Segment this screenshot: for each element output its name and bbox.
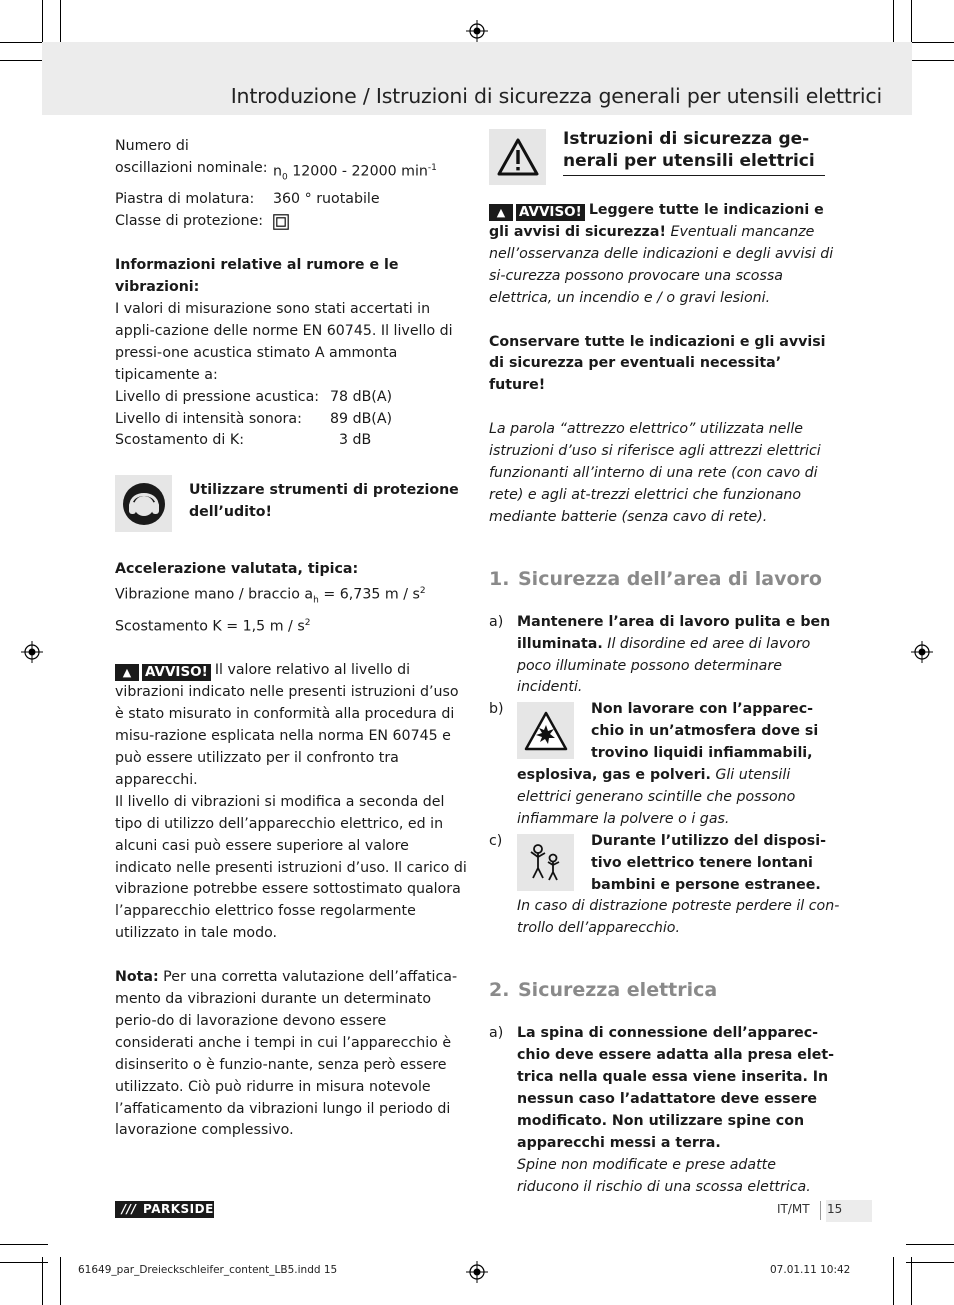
language-code: IT/MT: [777, 1202, 810, 1216]
hearing-notice: [115, 480, 467, 532]
note-paragraph: Nota: Per una corretta valutazione dell’affatica-mento da vibrazioni durante un determinato perio-do di lavorazione devono essere considerati anche i tempi in cui l’apparecchio è disinserito o è funzio-nante, senza però essere utilizzato. Ciò può ridurre in misura notevole l’affaticamento da vibrazioni lungo il periodo di lavorazione complessivo.: [115, 969, 458, 1139]
registration-mark-icon: [911, 641, 933, 663]
explosion-hazard-icon: [517, 702, 574, 759]
warning-triangle-icon: ▲: [489, 204, 513, 221]
measure-value: 3 dB: [339, 432, 372, 449]
list-item: a) La spina di connessione dell’apparec-chio deve essere adatta alla presa elet-trica nella quale essa viene inserita. In nessun caso l’adattatore deve essere modificato. Non utilizzare spine con apparecchi messi a terra. Spine non modificate e prese adatte riducono il rischio di una scossa elettrica.: [489, 1025, 835, 1195]
crop-mark: [0, 1262, 48, 1263]
section-heading: 1. Sicurezza dell’area di lavoro: [489, 567, 822, 590]
vibration-line-2: Scostamento K = 1,5 m / $s^2$: [115, 617, 311, 635]
spec-label: Numero di: [115, 138, 189, 154]
crop-mark: [893, 0, 894, 48]
left-warning: ▲ AVVISO! Il valore relativo al livello di vibrazioni indicato nelle presenti istruzioni d’uso è stato misurato in conformità alla procedura di misu-razione esplicata nella norma EN 60745 e può essere utilizzato per il confronto tra apparecchi.: [115, 662, 459, 788]
brand-logo: /// PARKSIDE: [115, 1201, 214, 1218]
list-item: a) Mantenere l’area di lavoro pulita e ben illuminata. Il disordine ed aree di lavoro poco illuminate possono determinare incidenti.: [489, 613, 831, 696]
left-column: [115, 136, 467, 1142]
crop-mark: [893, 1257, 894, 1305]
page-title: Introduzione / Istruzioni di sicurezza generali per utensili elettrici: [230, 84, 882, 108]
main-heading: Istruzioni di sicurezza ge- nerali per utensili elettrici: [563, 128, 825, 176]
crop-mark: [911, 1257, 912, 1305]
warning-badge: ▲ AVVISO!: [115, 664, 215, 681]
spec-label: Classe di protezione:: [115, 213, 264, 230]
page-number: 15: [827, 1202, 843, 1216]
crop-mark: [60, 1257, 61, 1305]
protection-class-ii-icon: [273, 214, 289, 230]
crop-mark: [60, 0, 61, 48]
crop-mark: [906, 60, 954, 61]
measure-label: Livello di pressione acustica:: [115, 388, 320, 405]
spec-value: $n_0$ 12000 - 22000 $\min^{-1}$: [273, 162, 437, 183]
registration-mark-icon: [466, 1261, 488, 1283]
keep-instructions: Conservare tutte le indicazioni e gli avvisi di sicurezza per eventuali necessita’ future!: [489, 333, 826, 394]
print-slug-date: 07.01.11 10:42: [770, 1264, 851, 1276]
footer-divider: [820, 1201, 821, 1220]
crop-mark: [0, 60, 48, 61]
crop-mark: [0, 42, 48, 43]
specs-block: [115, 136, 467, 233]
definition-paragraph: La parola “attrezzo elettrico” utilizzata nelle istruzioni d’uso si riferisce agli attrezzi elettrici funzionanti all’interno di una rete (con cavo di rete) e agli at-trezzi elettrici che funzionano mediante batterie (senza cavo di rete).: [489, 421, 821, 525]
section-heading: 2. Sicurezza elettrica: [489, 979, 718, 1002]
spec-value: 360 ° ruotabile: [273, 191, 380, 208]
ear-protection-icon: [115, 475, 172, 532]
warning-sign-icon: [489, 129, 546, 185]
registration-mark-icon: [466, 20, 488, 42]
hearing-notice-text: Utilizzare strumenti di protezione dell’udito!: [189, 482, 459, 521]
measure-label: Scostamento di K:: [115, 432, 244, 449]
crop-mark: [0, 1244, 48, 1245]
crop-mark: [42, 0, 43, 48]
measure-value: 89 dB(A): [330, 410, 393, 427]
registration-mark-icon: [21, 641, 43, 663]
right-column: [489, 200, 841, 1198]
warning-triangle-icon: ▲: [115, 664, 139, 681]
measure-label: Livello di intensità sonora:: [115, 410, 302, 427]
list-item: c) Durante l’utilizzo del disposi- tivo elettrico tenere lontani bambini e persone estranee. In caso di distrazione potreste perdere il con-trollo dell’apparecchio.: [489, 832, 840, 937]
print-slug-file: 61649_par_Dreieckschleifer_content_LB5.indd 15: [78, 1264, 338, 1276]
crop-mark: [906, 1262, 954, 1263]
crop-mark: [906, 1244, 954, 1245]
vibration-line-1: Vibrazione mano / braccio $a_h = 6,735$ m / $s^2$: [115, 586, 426, 606]
spec-label: oscillazioni nominale:: [115, 159, 268, 176]
measure-value: 78 dB(A): [330, 388, 393, 405]
warning-badge: ▲ AVVISO!: [489, 204, 589, 221]
crop-mark: [42, 1257, 43, 1305]
crop-mark: [906, 42, 954, 43]
vibration-heading: Accelerazione valutata, tipica:: [115, 561, 359, 578]
spec-label: Piastra di molatura:: [115, 191, 255, 208]
left-paragraph: Il livello di vibrazioni si modifica a seconda del tipo di utilizzo dell’apparecchio elettrico, ed in alcuni casi può essere superiore al valore indicato nelle presenti istruzioni d’uso. Il carico di vibrazione potrebbe essere sottostimato qualora l’apparecchio elettrico fosse regolarmente utilizzato in tale modo.: [115, 793, 467, 942]
noise-heading: Informazioni relative al rumore e le vibrazioni:: [115, 257, 399, 296]
right-warning: ▲ AVVISO! Leggere tutte le indicazioni e gli avvisi di sicurezza! Eventuali mancanze nell’osservanza delle indicazioni e degli avvisi di si-curezza possono provocare una scossa elettrica, un incendio e / o gravi lesioni.: [489, 202, 834, 306]
crop-mark: [911, 0, 912, 48]
keep-children-away-icon: [517, 834, 574, 891]
list-item: b) Non lavorare con l’apparec- chio in un’atmosfera dove si trovino liquidi infiammabili, esplosiva, gas e polveri. Gli utensili elettrici generano scintille che possono infiammare la polvere o i gas.: [489, 701, 819, 827]
noise-text: I valori di misurazione sono stati accertati in appli-cazione delle norme EN 60745. Il livello di pressi-one acustica stimato A ammonta tipicamente a:: [115, 301, 453, 383]
